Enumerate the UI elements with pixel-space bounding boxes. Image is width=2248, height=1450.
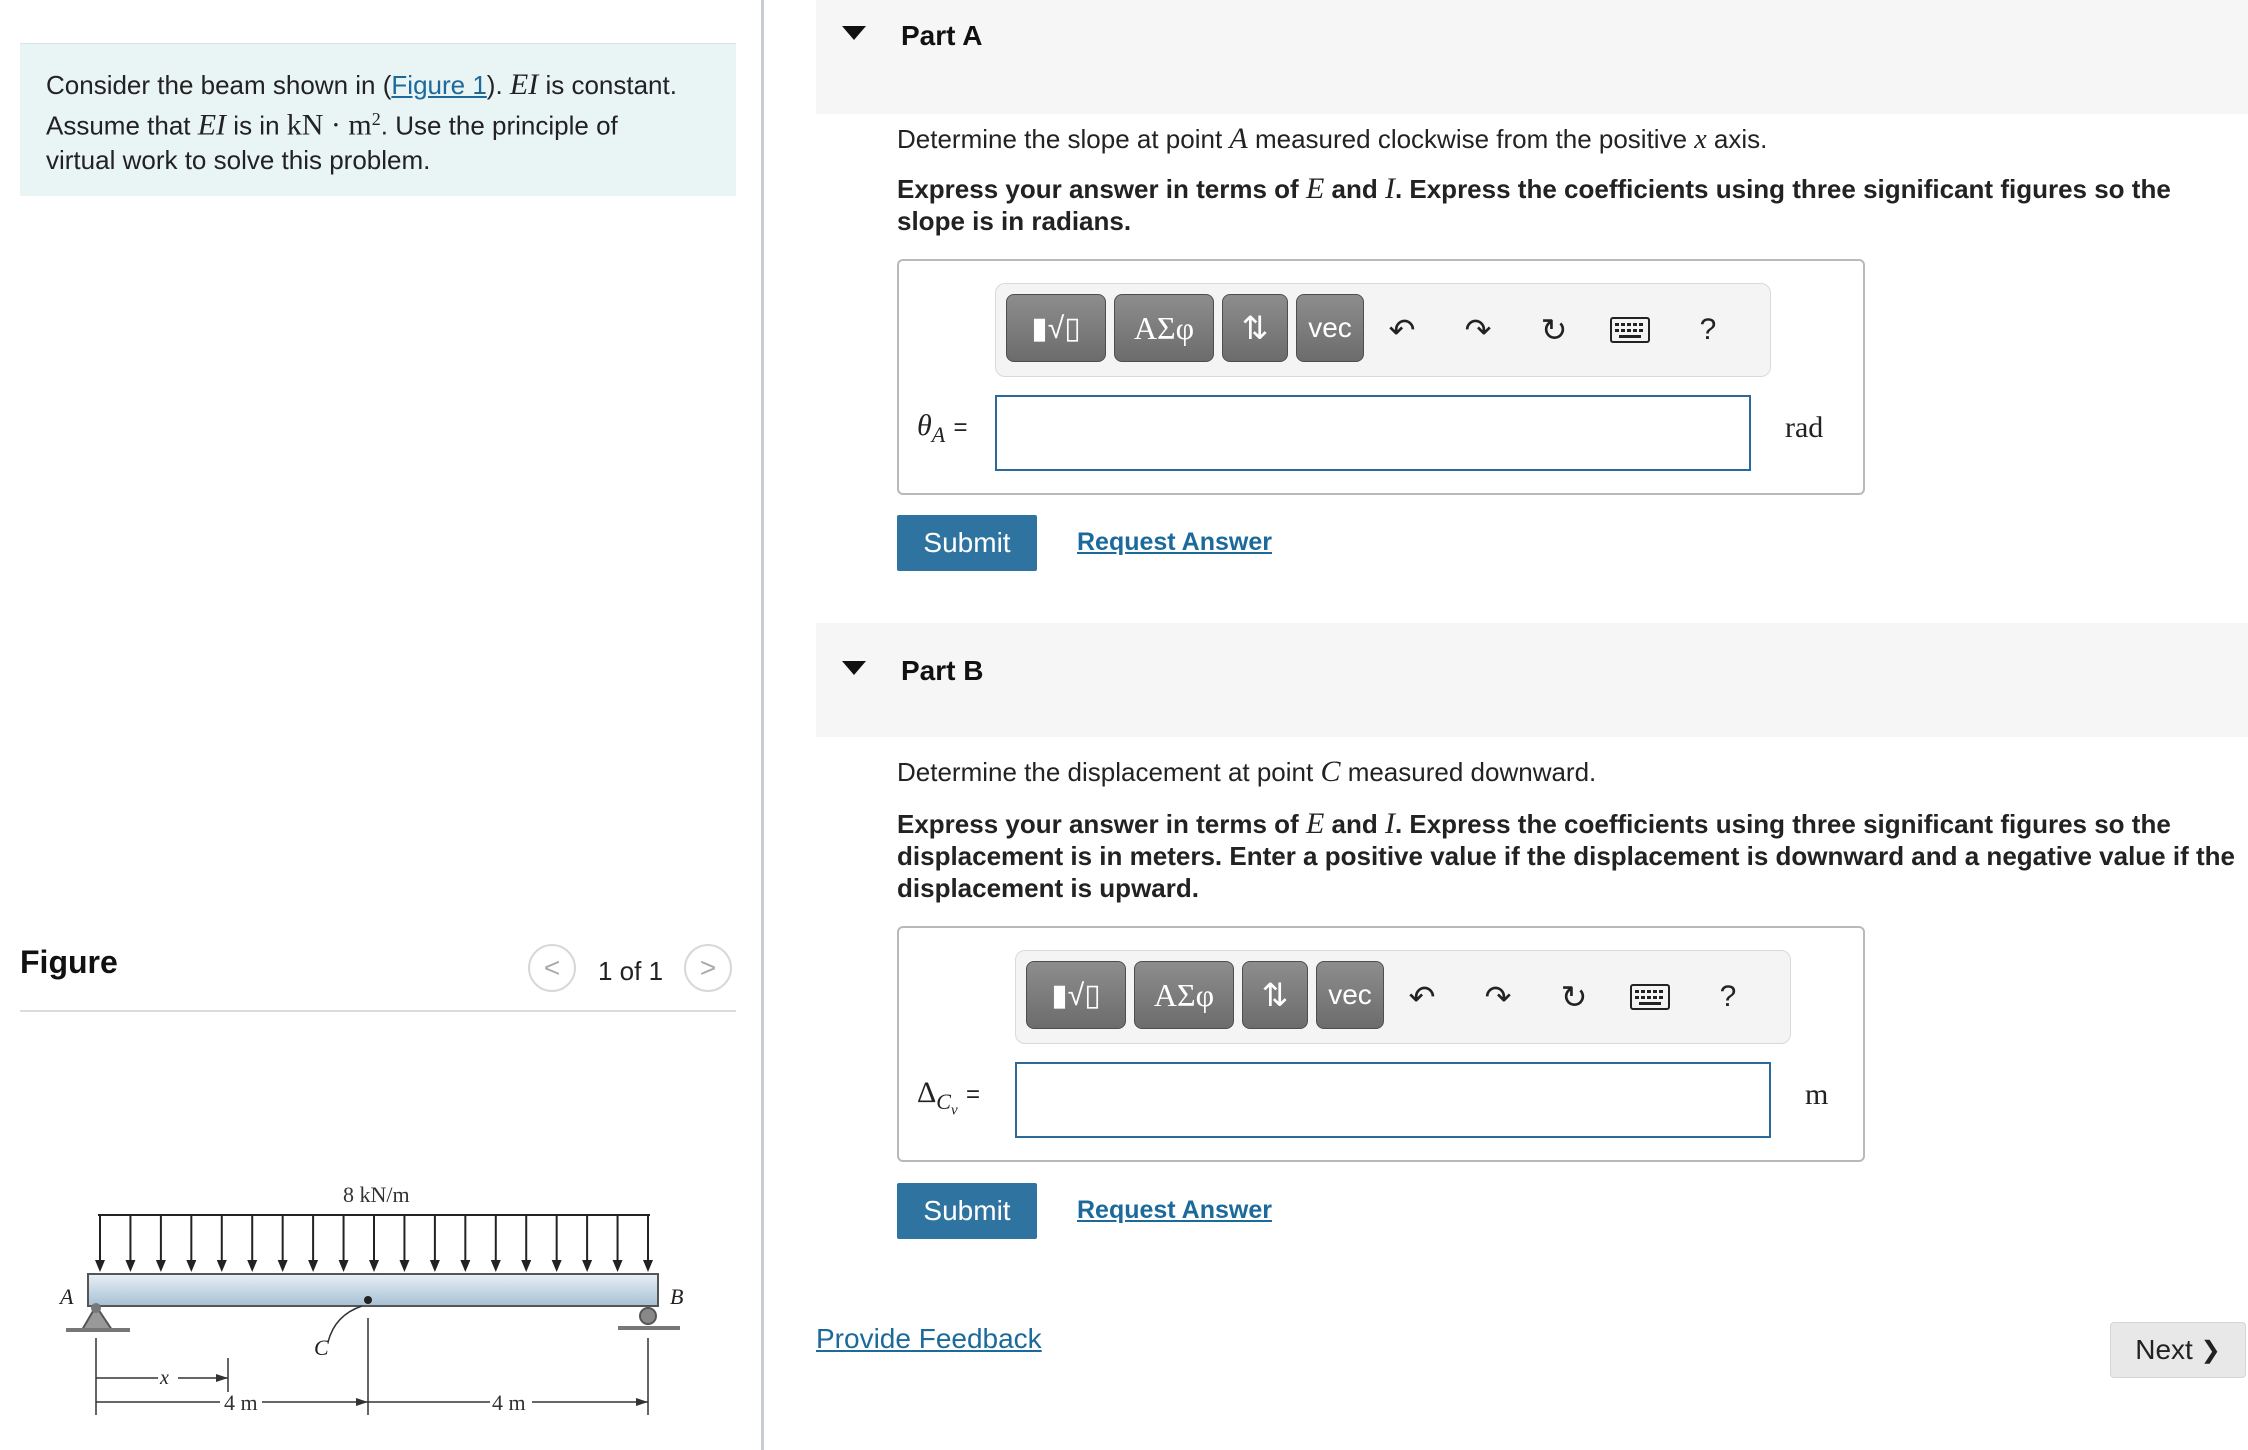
caret-down-icon bbox=[842, 26, 866, 40]
span2-arrow bbox=[636, 1398, 648, 1406]
var-subscript: C bbox=[936, 1089, 951, 1114]
problem-text: is constant. bbox=[538, 70, 677, 100]
next-label: Next bbox=[2135, 1334, 2193, 1365]
templates-button[interactable] bbox=[1006, 294, 1106, 362]
part-a-unit: rad bbox=[1785, 411, 1824, 444]
redo-icon: ↷ bbox=[1484, 979, 1512, 1015]
part-b-answer-box bbox=[897, 926, 1865, 1162]
problem-text: . Use the principle of bbox=[380, 110, 618, 141]
var-symbol: θ bbox=[917, 409, 932, 442]
greek-label: ΑΣφ bbox=[1133, 309, 1195, 346]
load-label: 8 kN/m bbox=[343, 1182, 410, 1207]
part-a-instructions bbox=[897, 173, 2242, 237]
undo-icon: ↶ bbox=[1388, 312, 1416, 348]
next-button[interactable] bbox=[2110, 1322, 2246, 1378]
beam-figure bbox=[50, 1170, 710, 1430]
undo-icon: ↶ bbox=[1408, 979, 1436, 1015]
chevron-right-icon: > bbox=[699, 952, 717, 983]
instruction-text: displacement is upward. bbox=[897, 873, 1199, 903]
ei-symbol: EI bbox=[509, 68, 539, 101]
part-a-question bbox=[897, 122, 2237, 156]
load-arrow-head bbox=[430, 1260, 440, 1272]
question-var: A bbox=[1229, 122, 1248, 155]
greek-symbols-button[interactable] bbox=[1134, 961, 1234, 1029]
part-b-unit: m bbox=[1805, 1078, 1829, 1111]
reset-icon: ↻ bbox=[1540, 312, 1568, 348]
up-down-arrows-icon: ⇅ bbox=[1241, 310, 1269, 346]
instruction-text: and bbox=[1324, 809, 1385, 839]
reset-button[interactable] bbox=[1528, 302, 1580, 358]
part-b-question bbox=[897, 755, 2237, 789]
load-arrow-head bbox=[186, 1260, 196, 1272]
point-c-leader bbox=[328, 1306, 362, 1342]
part-b-math-toolbar bbox=[1015, 950, 1791, 1044]
instruction-text: . Express the coefficients using three significant figures so the bbox=[1394, 174, 2171, 204]
instruction-text: Express your answer in terms of bbox=[897, 809, 1306, 839]
redo-button[interactable] bbox=[1472, 969, 1524, 1025]
figure-link[interactable]: Figure 1 bbox=[391, 70, 487, 100]
figure-header bbox=[20, 940, 736, 1012]
question-text: Determine the slope at point bbox=[897, 124, 1230, 154]
x-dim-arrow bbox=[216, 1374, 228, 1382]
part-b-title: Part B bbox=[901, 655, 984, 686]
greek-label: ΑΣφ bbox=[1153, 976, 1215, 1013]
sqrt-template-icon: ▮√▯ bbox=[1051, 978, 1101, 1012]
part-b-instructions bbox=[897, 808, 2242, 904]
units-exponent: 2 bbox=[371, 109, 381, 129]
part-a-title: Part A bbox=[901, 20, 983, 51]
next-figure-button[interactable] bbox=[684, 944, 732, 992]
left-pane bbox=[0, 0, 762, 1450]
load-arrow-head bbox=[643, 1260, 653, 1272]
question-text: Determine the displacement at point bbox=[897, 757, 1321, 787]
load-arrow-head bbox=[582, 1260, 592, 1272]
subscript-superscript-button[interactable] bbox=[1222, 294, 1288, 362]
problem-text: is in bbox=[226, 110, 287, 141]
var-symbol: Δ bbox=[917, 1076, 937, 1109]
x-label: x bbox=[160, 1367, 169, 1389]
keyboard-icon bbox=[1630, 984, 1670, 1010]
part-a-math-toolbar bbox=[995, 283, 1771, 377]
problem-text: ). bbox=[486, 70, 510, 100]
load-arrow-head bbox=[217, 1260, 227, 1272]
span-1-label: 4 m bbox=[224, 1390, 258, 1415]
caret-down-icon bbox=[842, 661, 866, 675]
load-arrow-head bbox=[156, 1260, 166, 1272]
units-label: kN · m bbox=[286, 108, 372, 142]
point-a-label: A bbox=[60, 1284, 74, 1309]
question-var: C bbox=[1320, 755, 1341, 788]
vector-button[interactable] bbox=[1316, 961, 1384, 1029]
pin bbox=[91, 1303, 101, 1313]
keyboard-button[interactable] bbox=[1604, 302, 1656, 358]
greek-symbols-button[interactable] bbox=[1114, 294, 1214, 362]
question-axis: x bbox=[1694, 124, 1707, 155]
instruction-text: displacement is in meters. Enter a positive value if the displacement is downward and a negative value if the bbox=[897, 841, 2235, 871]
prev-figure-button[interactable] bbox=[528, 944, 576, 992]
load-arrow-head bbox=[460, 1260, 470, 1272]
load-arrow-head bbox=[521, 1260, 531, 1272]
part-a-submit-button[interactable]: Submit bbox=[897, 515, 1037, 571]
help-button[interactable] bbox=[1702, 969, 1754, 1025]
figure-counter: 1 of 1 bbox=[598, 956, 664, 986]
point-b-label: B bbox=[670, 1284, 684, 1309]
load-arrow-head bbox=[369, 1260, 379, 1272]
keyboard-button[interactable] bbox=[1624, 969, 1676, 1025]
question-text: measured clockwise from the positive bbox=[1247, 124, 1695, 154]
part-a-header[interactable] bbox=[816, 0, 2248, 114]
subscript-superscript-button[interactable] bbox=[1242, 961, 1308, 1029]
distributed-load-arrows bbox=[95, 1215, 653, 1272]
var-sub-subscript: v bbox=[950, 1102, 958, 1119]
load-arrow-head bbox=[95, 1260, 105, 1272]
load-arrow-head bbox=[247, 1260, 257, 1272]
reset-icon: ↻ bbox=[1560, 979, 1588, 1015]
undo-button[interactable] bbox=[1396, 969, 1448, 1025]
part-b-submit-button[interactable]: Submit bbox=[897, 1183, 1037, 1239]
chevron-left-icon: < bbox=[543, 952, 561, 983]
undo-button[interactable] bbox=[1376, 302, 1428, 358]
provide-feedback-link[interactable]: Provide Feedback bbox=[816, 1323, 1042, 1354]
part-b-request-answer-link[interactable]: Request Answer bbox=[1077, 1196, 1272, 1224]
vec-label: vec bbox=[1328, 979, 1372, 1010]
help-button[interactable] bbox=[1682, 302, 1734, 358]
point-c-label: C bbox=[314, 1335, 329, 1360]
sqrt-template-icon: ▮√▯ bbox=[1031, 311, 1081, 345]
question-text: measured downward. bbox=[1340, 757, 1597, 787]
part-a-answer-input[interactable] bbox=[995, 395, 1751, 471]
load-arrow-head bbox=[552, 1260, 562, 1272]
instruction-text: and bbox=[1324, 174, 1385, 204]
keyboard-icon bbox=[1610, 317, 1650, 343]
pane-splitter[interactable] bbox=[761, 0, 764, 1450]
part-b-header[interactable] bbox=[816, 623, 2248, 737]
figure-title: Figure bbox=[20, 944, 118, 980]
problem-text: Consider the beam shown in ( bbox=[46, 70, 392, 100]
instruction-var: I bbox=[1384, 807, 1395, 840]
instruction-var: I bbox=[1384, 172, 1395, 205]
var-subscript: A bbox=[931, 422, 946, 447]
problem-statement bbox=[20, 43, 736, 196]
instruction-text: slope is in radians. bbox=[897, 206, 1132, 236]
load-arrow-head bbox=[125, 1260, 135, 1272]
load-arrow-head bbox=[339, 1260, 349, 1272]
reset-button[interactable] bbox=[1548, 969, 1600, 1025]
beam bbox=[88, 1274, 658, 1306]
load-arrow-head bbox=[491, 1260, 501, 1272]
problem-text: virtual work to solve this problem. bbox=[46, 144, 431, 175]
point-c-marker bbox=[364, 1296, 372, 1304]
question-text: axis. bbox=[1706, 124, 1768, 154]
load-arrow-head bbox=[399, 1260, 409, 1272]
part-a-answer-box bbox=[897, 259, 1865, 495]
templates-button[interactable] bbox=[1026, 961, 1126, 1029]
span1-arrow bbox=[356, 1398, 368, 1406]
span-2-label: 4 m bbox=[492, 1390, 526, 1415]
instruction-text: Express your answer in terms of bbox=[897, 174, 1306, 204]
roller-support bbox=[640, 1308, 656, 1324]
vec-label: vec bbox=[1308, 312, 1352, 343]
equals-sign: = bbox=[966, 1081, 981, 1108]
up-down-arrows-icon: ⇅ bbox=[1261, 977, 1289, 1013]
help-icon: ? bbox=[1719, 980, 1737, 1013]
instruction-var: E bbox=[1305, 807, 1325, 840]
load-arrow-head bbox=[613, 1260, 623, 1272]
load-arrow-head bbox=[278, 1260, 288, 1272]
ei-symbol: EI bbox=[197, 108, 227, 142]
redo-icon: ↷ bbox=[1464, 312, 1492, 348]
delta-cv-label bbox=[917, 1076, 980, 1119]
load-arrow-head bbox=[308, 1260, 318, 1272]
part-a-request-answer-link[interactable]: Request Answer bbox=[1077, 528, 1272, 556]
help-icon: ? bbox=[1699, 313, 1717, 346]
problem-text: Assume that bbox=[46, 110, 198, 141]
part-b-answer-input[interactable] bbox=[1015, 1062, 1771, 1138]
instruction-var: E bbox=[1305, 172, 1325, 205]
vector-button[interactable] bbox=[1296, 294, 1364, 362]
chevron-right-icon: ❯ bbox=[2200, 1336, 2221, 1364]
redo-button[interactable] bbox=[1452, 302, 1504, 358]
equals-sign: = bbox=[953, 414, 968, 441]
theta-a-label bbox=[917, 409, 968, 448]
instruction-text: . Express the coefficients using three significant figures so the bbox=[1394, 809, 2171, 839]
